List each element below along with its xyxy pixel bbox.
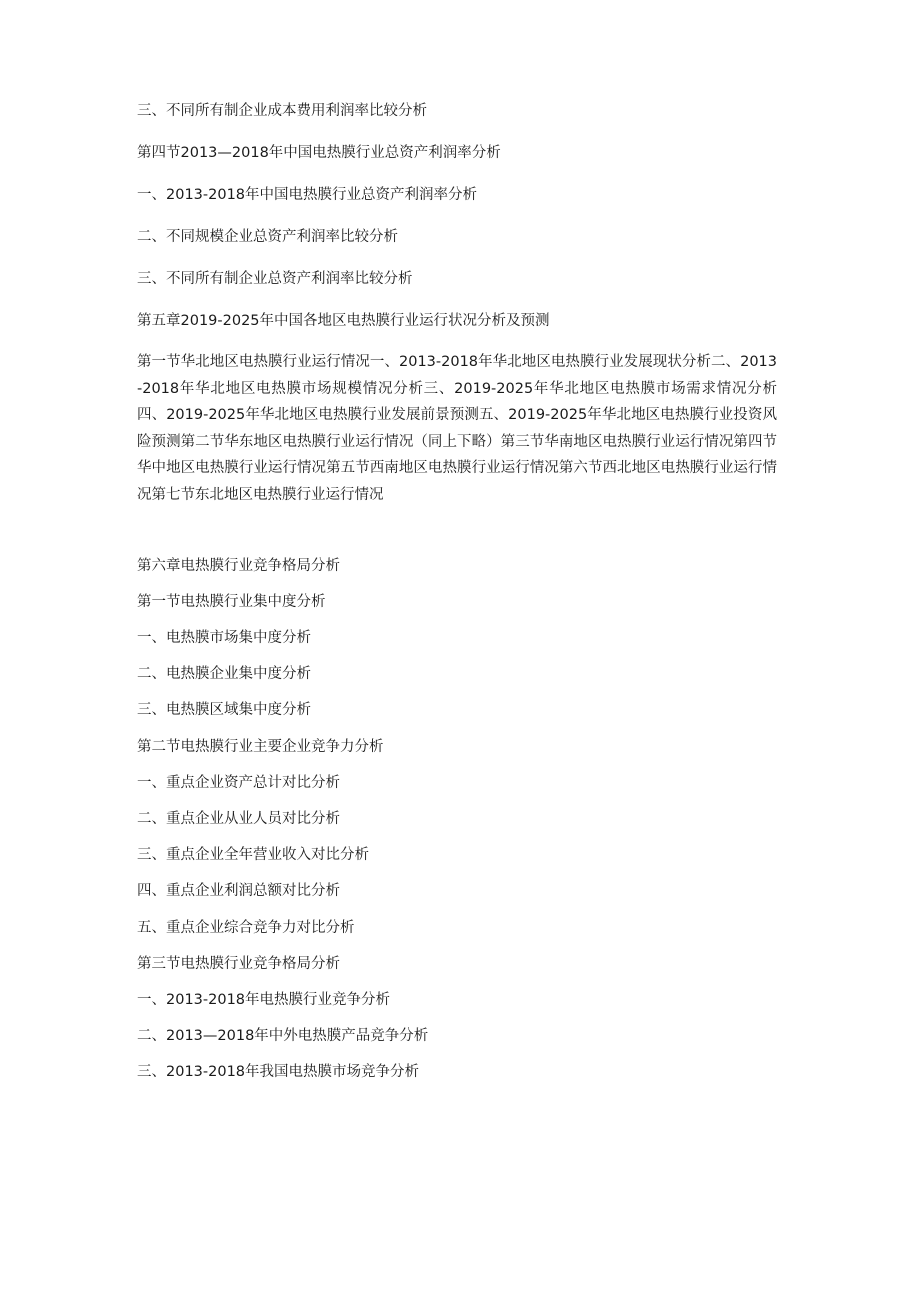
toc-line: 一、重点企业资产总计对比分析 [137,775,340,791]
toc-line: 二、不同规模企业总资产利润率比较分析 [137,229,398,245]
toc-line: 二、电热膜企业集中度分析 [137,666,311,682]
toc-line: 三、不同所有制企业成本费用利润率比较分析 [137,103,427,119]
toc-line: 一、2013-2018年中国电热膜行业总资产利润率分析 [137,187,478,203]
toc-chapter-heading: 第六章电热膜行业竞争格局分析 [137,558,340,574]
toc-section-heading: 第三节电热膜行业竞争格局分析 [137,956,340,972]
toc-line: 三、电热膜区域集中度分析 [137,702,311,718]
toc-line: 二、2013—2018年中外电热膜产品竞争分析 [137,1028,429,1044]
toc-line: 三、重点企业全年营业收入对比分析 [137,847,369,863]
toc-line: 四、重点企业利润总额对比分析 [137,883,340,899]
toc-section-heading: 第四节2013—2018年中国电热膜行业总资产利润率分析 [137,145,501,161]
toc-line: 二、重点企业从业人员对比分析 [137,811,340,827]
toc-line: 五、重点企业综合竞争力对比分析 [137,920,355,936]
toc-section-heading: 第二节电热膜行业主要企业竞争力分析 [137,739,384,755]
toc-chapter-heading: 第五章2019-2025年中国各地区电热膜行业运行状况分析及预测 [137,313,550,329]
toc-line: 三、2013-2018年我国电热膜市场竞争分析 [137,1064,420,1080]
toc-paragraph: 第一节华北地区电热膜行业运行情况一、2013-2018年华北地区电热膜行业发展现状分析二、2013-2018年华北地区电热膜市场规模情况分析三、2019-2025年华北地区电热膜市场需求情况分析四、2019-2025年华北地区电热膜行业发展前景预测五、2019-2025年华北地区电热膜行业投资风险预测第二节华东地区电热膜行业运行情况（同上下略）第三节华南地区电热膜行业运行情况第四节华中地区电热膜行业运行情况第五节西南地区电热膜行业运行情况第六节西北地区电热膜行业运行情况第七节东北地区电热膜行业运行情况 [137,354,777,503]
toc-section-heading: 第一节电热膜行业集中度分析 [137,594,326,610]
toc-line: 三、不同所有制企业总资产利润率比较分析 [137,271,413,287]
toc-line: 一、2013-2018年电热膜行业竞争分析 [137,992,391,1008]
toc-line: 一、电热膜市场集中度分析 [137,630,311,646]
